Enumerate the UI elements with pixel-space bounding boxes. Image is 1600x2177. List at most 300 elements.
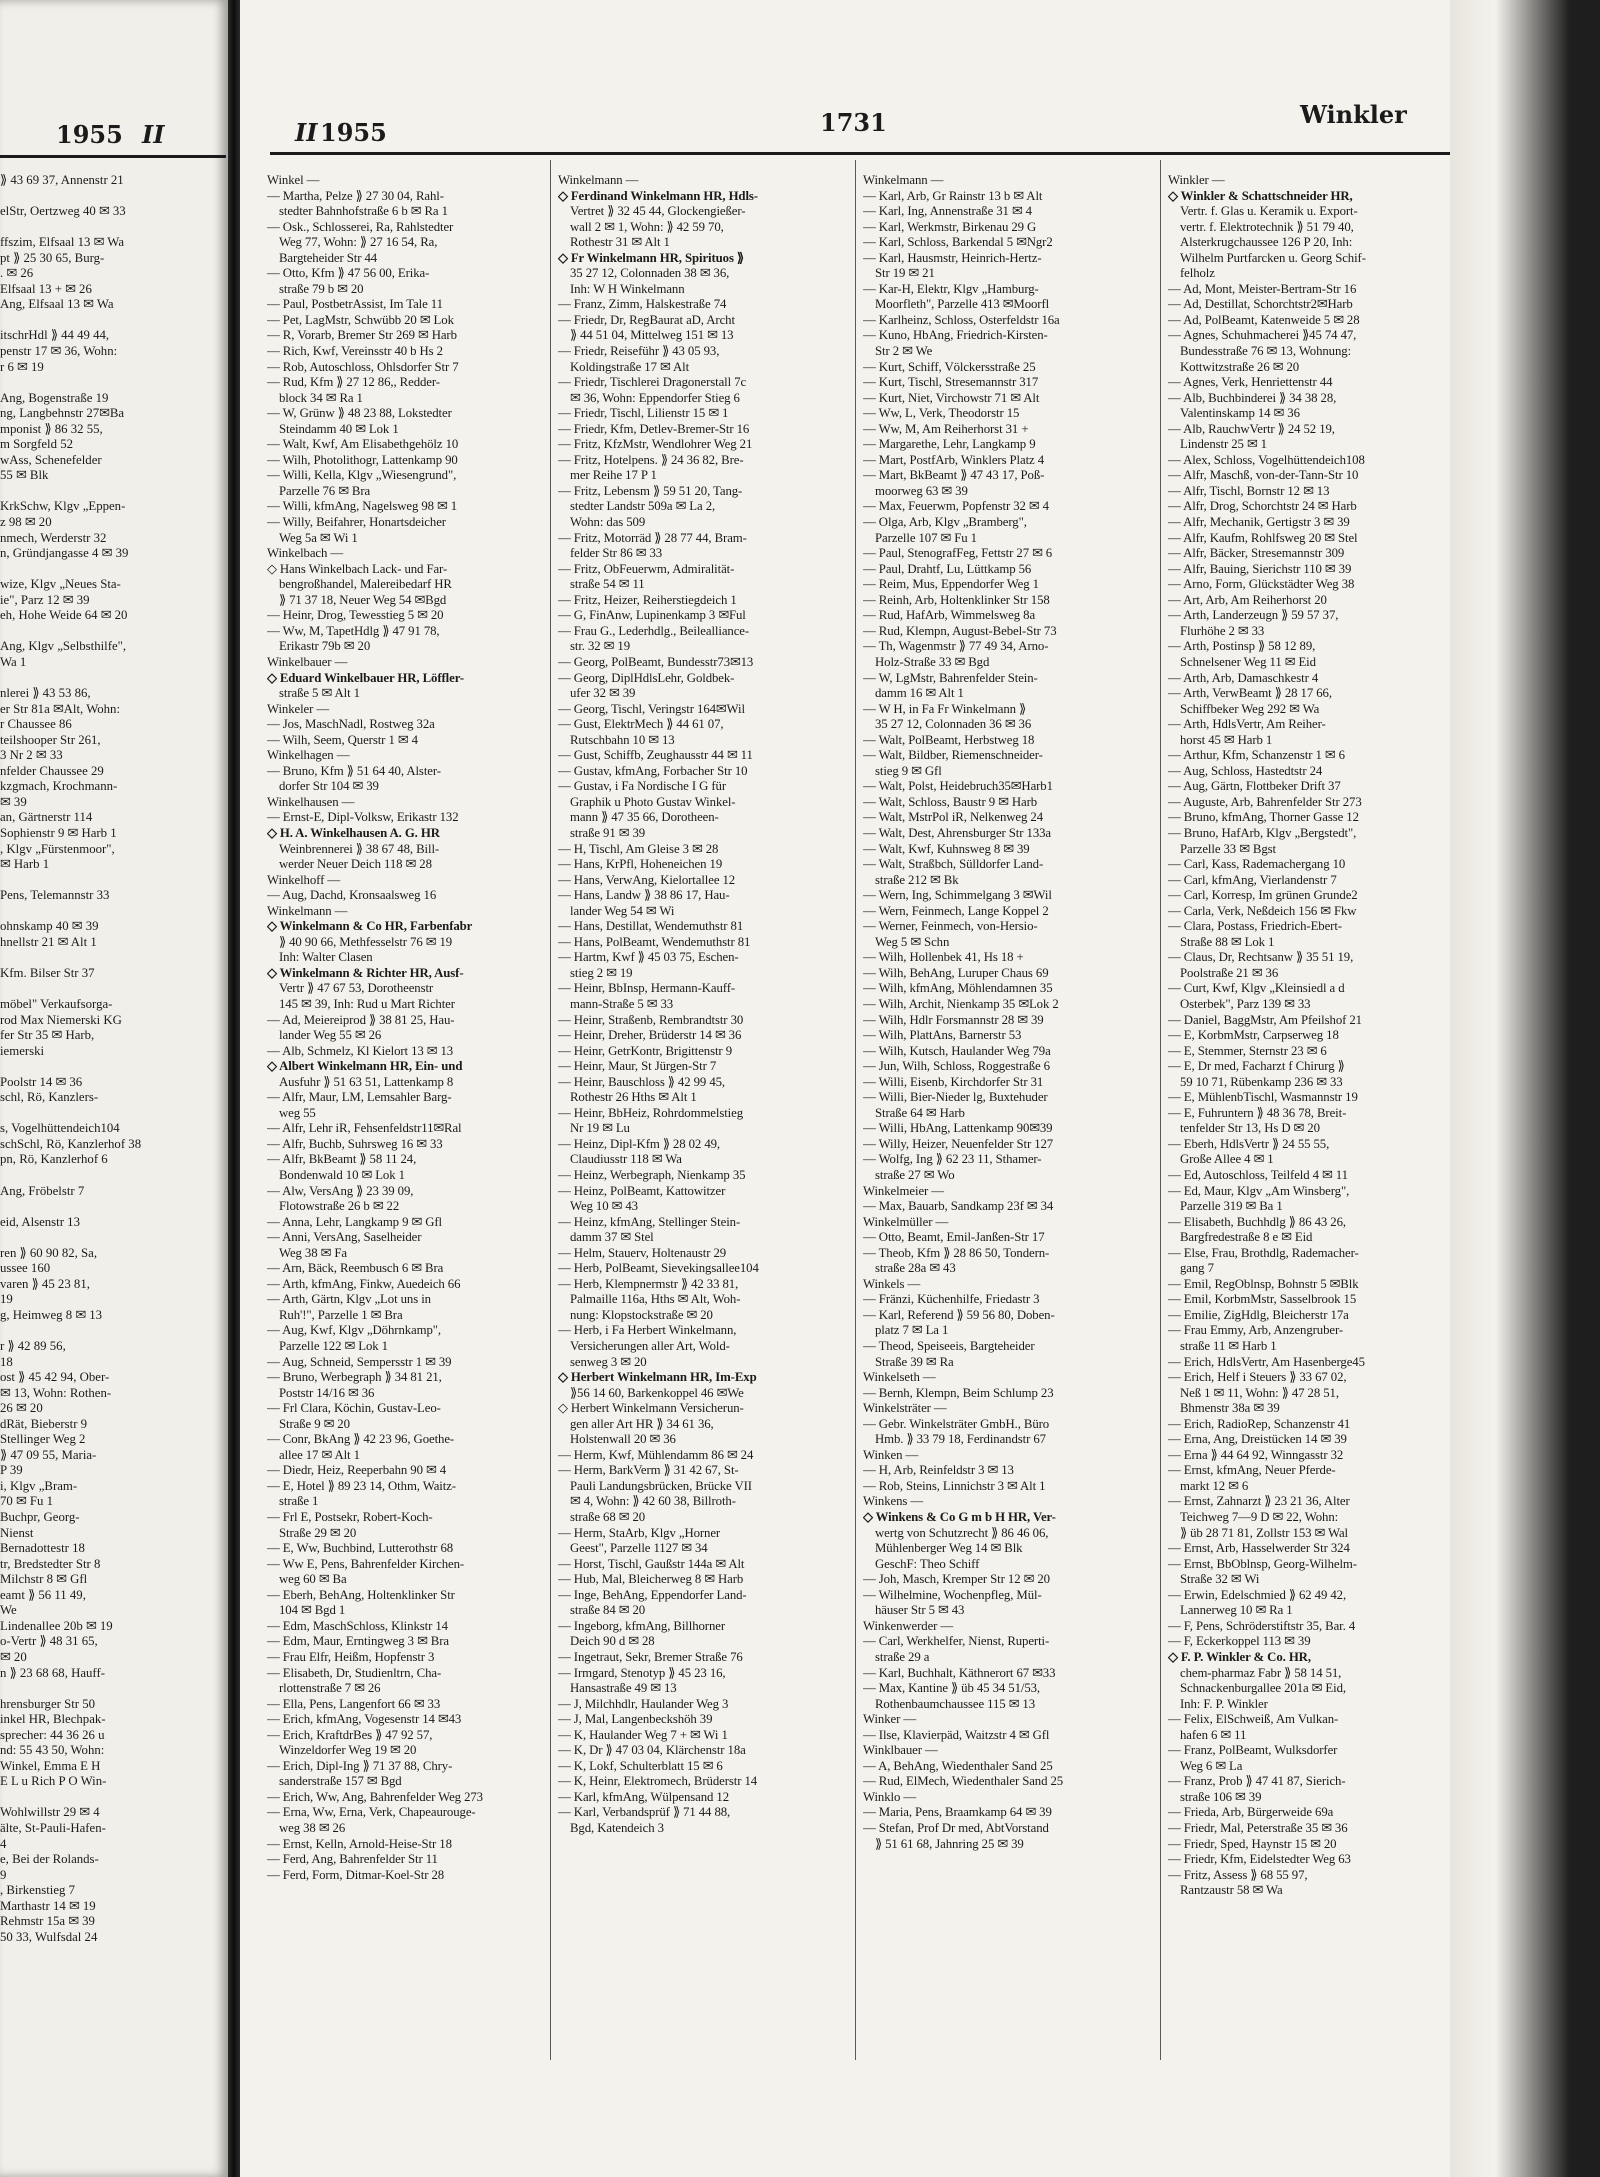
directory-entry-line: häuser Str 5 ✉ 43 [875,1603,965,1618]
directory-entry-line: — Wilh, Photolithogr, Lattenkamp 90 [267,452,458,467]
directory-entry-line: er Str 81a ✉Alt, Wohn: [0,701,120,716]
directory-entry-line: Marthastr 14 ✉ 19 [0,1898,96,1913]
directory-entry-line: — Franz, PolBeamt, Wulksdorfer [1168,1743,1338,1758]
directory-entry-line: — Erich, Helf i Steuers ⟫ 33 67 02, [1168,1370,1347,1385]
directory-entry-line: — Arth, VerwBeamt ⟫ 28 17 66, [1168,686,1332,701]
directory-entry-line: Graphik u Photo Gustav Winkel- [570,794,736,809]
directory-entry-line: pn, Rö, Kanzlerhof 6 [0,1152,108,1167]
directory-entry-line: o-Vertr ⟫ 48 31 65, [0,1634,98,1649]
directory-entry-line: 104 ✉ Bgd 1 [279,1603,346,1618]
directory-entry-line: — Friedr, Dr, RegBaurat aD, Archt [558,312,735,327]
directory-entry-line [0,220,226,236]
directory-entry-line: — Fritz, Heizer, Reiherstiegdeich 1 [558,592,737,607]
directory-entry-line: Geest", Parzelle 1127 ✉ 34 [570,1541,708,1556]
directory-entry-line: — Walt, MstrPol iR, Nelkenweg 24 [863,810,1044,825]
directory-entry-line: Sophienstr 9 ✉ Harb 1 [0,825,117,840]
directory-entry-line: eid, Alsenstr 13 [0,1214,80,1229]
directory-entry-line: block 34 ✉ Ra 1 [279,390,363,405]
header-part: II [295,118,318,147]
directory-entry-line: — E, Stemmer, Sternstr 23 ✉ 6 [1168,1043,1327,1058]
left-page [0,0,228,2177]
directory-entry-line: — Rob, Steins, Linnichstr 3 ✉ Alt 1 [863,1478,1046,1493]
directory-entry-line: — Karl, Arb, Gr Rainstr 13 b ✉ Alt [863,188,1043,203]
directory-entry-line: Weg 5a ✉ Wi 1 [279,530,358,545]
directory-entry-line: — Irmgard, Stenotyp ⟫ 45 23 16, [558,1665,726,1680]
directory-entry-line: — Martha, Pelze ⟫ 27 30 04, Rahl- [267,188,444,203]
directory-entry-line: weg 38 ✉ 26 [279,1820,346,1835]
directory-entry-line: ✉ 13, Wohn: Rothen- [0,1385,112,1400]
directory-entry-line: Weg 38 ✉ Fa [279,1245,347,1260]
directory-entry-line: 145 ✉ 39, Inh: Rud u Mart Richter [279,996,455,1011]
directory-entry-line: — Elisabeth, Buchhdlg ⟫ 86 43 26, [1168,1214,1346,1229]
directory-entry-line: — Willi, Kella, Klgv „Wiesengrund", [267,468,457,483]
directory-entry-line: — Heinz, PolBeamt, Kattowitzer [558,1183,726,1198]
directory-entry-line: straße 84 ✉ 20 [570,1603,646,1618]
directory-surname-heading: Winker — [863,1712,917,1727]
directory-entry-line: stedter Bahnhofstraße 6 b ✉ Ra 1 [279,204,448,219]
directory-entry-line: Ang, Bogenstraße 19 [0,390,109,405]
directory-entry-line [0,375,226,391]
directory-entry-line: straße 5 ✉ Alt 1 [279,686,360,701]
directory-entry-line: — Theob, Kfm ⟫ 28 86 50, Tondern- [863,1245,1050,1260]
directory-entry-line [0,950,226,966]
directory-entry-line: damm 16 ✉ Alt 1 [875,686,964,701]
directory-entry-line: — Karl, Werkmstr, Birkenau 29 G [863,219,1037,234]
left-page-column [0,173,226,2107]
directory-entry-line: — Erna, Ww, Erna, Verk, Chapeaurouge- [267,1805,476,1820]
directory-entry-line: — Agnes, Verk, Henriettenstr 44 [1168,375,1333,390]
directory-surname-heading: Winken — [863,1447,919,1462]
directory-surname-heading: Winkens — [863,1494,924,1509]
directory-entry-line: ◇ Winkelmann & Co HR, Farbenfabr [267,919,473,934]
directory-entry-line [0,484,226,500]
directory-entry-line [0,1059,226,1075]
directory-entry-line: Koldingstraße 17 ✉ Alt [570,359,690,374]
directory-entry-line: — Wilh, Hdlr Forsmannstr 28 ✉ 39 [863,1012,1044,1027]
directory-entry-line: — Friedr, Mal, Peterstraße 35 ✉ 36 [1168,1820,1348,1835]
directory-entry-line: straße 29 a [875,1649,930,1664]
directory-entry-line: Bundesstraße 76 ✉ 13, Wohnung: [1180,344,1352,359]
directory-entry-line: gang 7 [1180,1261,1214,1276]
directory-entry-line: — Friedr, Reiseführ ⟫ 43 05 93, [558,344,720,359]
directory-entry-line: straße 68 ✉ 20 [570,1510,646,1525]
directory-entry-line: — Kar-H, Elektr, Klgv „Hamburg- [863,281,1039,296]
directory-entry-line: Bondenwald 10 ✉ Lok 1 [279,1168,405,1182]
directory-entry-line: — Wilh, kfmAng, Möhlendamnen 35 [863,981,1053,996]
directory-entry-line: Mühlenberger Weg 14 ✉ Blk [875,1541,1023,1556]
directory-entry-line: — Heinr, GetrKontr, Brigittenstr 9 [558,1043,732,1058]
directory-entry-line: — Rud, Kfm ⟫ 27 12 86,, Redder- [267,375,440,390]
directory-entry-line: nd: 55 43 50, Wohn: [0,1743,105,1758]
directory-entry-line [0,981,226,997]
directory-entry-line: — Willy, Heizer, Neuenfelder Str 127 [863,1136,1054,1151]
directory-entry-line: — Frau G., Lederhdlg., Beilealliance- [558,623,750,638]
directory-entry-line: e, Bei der Rolands- [0,1852,99,1867]
directory-entry-line [0,1323,226,1339]
directory-entry-line: — Fritz, Motorräd ⟫ 28 77 44, Bram- [558,530,747,545]
directory-entry-line: — Conr, BkAng ⟫ 42 23 96, Goethe- [267,1432,455,1447]
directory-surname-heading: Winkelmann — [558,173,639,187]
directory-entry-line: — Else, Frau, Brothdlg, Rademacher- [1168,1245,1359,1260]
directory-entry-line: Str 2 ✉ We [875,344,933,359]
directory-entry-line: — Pet, LagMstr, Schwübb 20 ✉ Lok [267,312,454,327]
directory-entry-line: Inh: F. P. Winkler [1180,1696,1268,1711]
directory-entry-line: Weg 10 ✉ 43 [570,1199,638,1214]
directory-entry-line: — Fritz, Hotelpens. ⟫ 24 36 82, Bre- [558,452,744,467]
directory-column-4 [1168,173,1463,2107]
directory-entry-line: Vertr ⟫ 47 67 53, Dorotheenstr [279,981,434,996]
directory-entry-line: Flurhöhe 2 ✉ 33 [1180,623,1265,638]
directory-entry-line: — Herm, Kwf, Mühlendamm 86 ✉ 24 [558,1447,754,1462]
directory-entry-line: damm 37 ✉ Stel [570,1230,654,1245]
directory-entry-line: — Alfr, Bäcker, Stresemannstr 309 [1168,546,1345,561]
directory-entry-line: — Ad, Mont, Meister-Bertram-Str 16 [1168,281,1357,296]
directory-entry-line: Schnackenburgallee 201a ✉ Eid, [1180,1681,1346,1696]
directory-entry-line: — Friedr, Kfm, Eidelstedter Weg 63 [1168,1852,1351,1867]
column-divider [1160,160,1161,2060]
directory-entry-line: straße 91 ✉ 39 [570,825,646,840]
directory-entry-line: — Walt, Schloss, Baustr 9 ✉ Harb [863,794,1038,809]
directory-entry-line: — Gustav, kfmAng, Forbacher Str 10 [558,763,748,778]
directory-entry-line: — Bruno, Werbegraph ⟫ 34 81 21, [267,1370,442,1385]
directory-entry-line: iemerski [0,1043,45,1058]
directory-entry-line: — Ww E, Pens, Bahrenfelder Kirchen- [267,1556,465,1571]
directory-entry-line: — Joh, Masch, Kremper Str 12 ✉ 20 [863,1572,1050,1587]
directory-entry-line: — Friedr, Tischl, Lilienstr 15 ✉ 1 [558,406,729,421]
directory-entry-line: — Erich, KraftdrBes ⟫ 47 92 57, [267,1727,433,1742]
directory-entry-line: teilshooper Str 261, [0,732,101,747]
directory-entry-line: Kfm. Bilser Str 37 [0,965,95,980]
directory-entry-line: — Gust, ElektrMech ⟫ 44 61 07, [558,717,724,732]
directory-entry-line: — Alb, RauchwVertr ⟫ 24 52 19, [1168,421,1335,436]
directory-entry-line: stedter Landstr 509a ✉ La 2, [570,499,716,514]
directory-entry-line: — Mart, PostfArb, Winklers Platz 4 [863,452,1045,467]
directory-entry-line: — Aug, Schneid, Sempersstr 1 ✉ 39 [267,1354,452,1369]
directory-entry-line: ◇ Eduard Winkelbauer HR, Löffler- [267,670,464,685]
directory-entry-line: — K, Lokf, Schulterblatt 15 ✉ 6 [558,1758,723,1773]
directory-entry-line: — Wilh, Hollenbek 41, Hs 18 + [863,950,1024,965]
directory-entry-line: — Alfr, Drog, Schorchtstr 24 ✉ Harb [1168,499,1357,514]
directory-entry-line: tenfelder Str 13, Hs D ✉ 20 [1180,1121,1320,1136]
directory-entry-line: — E, Dr med, Facharzt f Chirurg ⟫ [1168,1059,1345,1074]
directory-entry-line: sanderstraße 157 ✉ Bgd [279,1774,402,1789]
directory-entry-line: ussee 160 [0,1261,51,1276]
directory-entry-line: — Heinr, Straßenb, Rembrandtstr 30 [558,1012,744,1027]
directory-entry-line: bengroßhandel, Malereibedarf HR [279,577,452,592]
left-header-rule [0,155,226,158]
left-page-part: II [142,120,165,149]
directory-surname-heading: Winkelbach — [267,546,344,561]
directory-entry-line: — Wilh, BehAng, Luruper Chaus 69 [863,965,1049,980]
directory-entry-line: mann-Straße 5 ✉ 33 [570,996,674,1011]
directory-entry-line: ◇ Hans Winkelbach Lack- und Far- [267,561,448,576]
page-edge [1450,0,1600,2177]
directory-entry-line: — Hans, KrPfl, Hoheneichen 19 [558,857,723,872]
directory-entry-line: — Fritz, Lebensm ⟫ 59 51 20, Tang- [558,483,743,498]
directory-entry-line: — Arn, Bäck, Reembusch 6 ✉ Bra [267,1261,444,1276]
directory-entry-line: — Edm, Maur, Erntingweg 3 ✉ Bra [267,1634,449,1649]
directory-entry-line: — Frl E, Postsekr, Robert-Koch- [267,1510,433,1525]
directory-entry-line: — Heinz, Dipl-Kfm ⟫ 28 02 49, [558,1136,721,1151]
directory-entry-line: ng, Langbehnstr 27✉Ba [0,406,125,421]
directory-entry-line: — Margarethe, Lehr, Langkamp 9 [863,437,1036,452]
directory-entry-line: — Ernst, kfmAng, Neuer Pferde- [1168,1463,1336,1478]
directory-entry-line: ✉ Harb 1 [0,857,50,872]
directory-entry-line: wall 2 ✉ 1, Wohn: ⟫ 42 59 70, [570,219,724,234]
directory-entry-line: — J, Mal, Langenbeckshöh 39 [558,1712,713,1727]
directory-entry-line: Weinbrennerei ⟫ 38 67 48, Bill- [279,841,440,856]
directory-entry-line [0,624,226,640]
directory-entry-line: — Frau Elfr, Heißm, Hopfenstr 3 [267,1649,435,1664]
directory-entry-line: n, Gründjangasse 4 ✉ 39 [0,546,129,561]
directory-entry-line: itschrHdl ⟫ 44 49 44, [0,328,110,343]
directory-entry-line: . ✉ 26 [0,266,34,281]
directory-entry-line: — Wilh, Kutsch, Haulander Weg 79a [863,1043,1051,1058]
directory-entry-line: Teichweg 7—9 D ✉ 22, Wohn: [1180,1510,1339,1525]
directory-entry-line: — Carl, kfmAng, Vierlandenstr 7 [1168,872,1337,887]
directory-entry-line: Rutschbahn 10 ✉ 13 [570,732,675,747]
directory-entry-line: Moorfleth", Parzelle 413 ✉Moorfl [875,297,1050,312]
directory-entry-line: inkel HR, Blechpak- [0,1712,106,1727]
directory-entry-line: Bargfredestraße 8 e ✉ Eid [1180,1230,1313,1245]
directory-entry-line: an, Gärtnerstr 114 [0,810,93,825]
directory-entry-line: Straße 9 ✉ 20 [279,1416,350,1431]
directory-entry-line: — Friedr, Tischlerei Dragonerstall 7c [558,375,747,390]
directory-surname-heading: Winkelhagen — [267,748,350,763]
directory-entry-line: — Rud, HafArb, Wimmelsweg 8a [863,608,1036,623]
directory-entry-line: Straße 88 ✉ Lok 1 [1180,934,1275,949]
directory-entry-line: — Willi, kfmAng, Nagelsweg 98 ✉ 1 [267,499,458,514]
directory-entry-line: — Max, Feuerwm, Popfenstr 32 ✉ 4 [863,499,1049,514]
directory-entry-line: — Georg, PolBeamt, Bundesstr73✉13 [558,654,754,669]
directory-entry-line: 9 [0,1867,7,1882]
directory-entry-line: Rothestr 31 ✉ Alt 1 [570,235,670,250]
directory-entry-line: straße 27 ✉ Wo [875,1168,955,1182]
directory-entry-line: — Frieda, Arb, Bürgerweide 69a [1168,1805,1334,1820]
directory-entry-line: — F, Pens, Schröderstiftstr 35, Bar. 4 [1168,1618,1356,1633]
directory-entry-line: ◇ Herbert Winkelmann HR, Im-Exp [558,1370,757,1385]
directory-entry-line: straße 28a ✉ 43 [875,1261,956,1276]
directory-entry-line: — Daniel, BaggMstr, Am Pfeilshof 21 [1168,1012,1362,1027]
directory-entry-line: — Gustav, i Fa Nordische I G für [558,779,726,794]
directory-entry-line: lander Weg 55 ✉ 26 [279,1028,382,1043]
directory-column-3 [863,173,1156,2107]
directory-entry-line: ffszim, Elfsaal 13 ✉ Wa [0,235,125,250]
directory-entry-line: weg 55 [279,1105,316,1120]
directory-entry-line: Nr 19 ✉ Lu [570,1121,630,1136]
directory-entry-line: 55 ✉ Blk [0,468,49,483]
directory-entry-line: wertg von Schutzrecht ⟫ 86 46 06, [875,1525,1049,1540]
directory-entry-line: Parzelle 33 ✉ Bgst [1180,841,1276,856]
directory-entry-line: — Aug, Schloss, Hastedtstr 24 [1168,763,1323,778]
directory-surname-heading: Winkelmüller — [863,1214,949,1229]
directory-surname-heading: Winkelsträter — [863,1401,947,1416]
directory-entry-line: ⟫ 43 69 37, Annenstr 21 [0,173,124,187]
directory-entry-line: Hansastraße 49 ✉ 13 [570,1681,677,1696]
directory-entry-line: — Heinr, Drog, Tewesstieg 5 ✉ 20 [267,608,444,623]
directory-entry-line: — Hans, VerwAng, Kielortallee 12 [558,872,736,887]
directory-entry-line: — Frau Emmy, Arb, Anzengruber- [1168,1323,1344,1338]
directory-entry-line: nmech, Werderstr 32 [0,530,107,545]
directory-entry-line: Straße 64 ✉ Harb [875,1105,965,1120]
directory-entry-line: — E, Hotel ⟫ 89 23 14, Othm, Waitz- [267,1478,456,1493]
directory-entry-line: — Karl, Verbandsprüf ⟫ 71 44 88, [558,1805,731,1820]
directory-entry-line: — H, Tischl, Am Gleise 3 ✉ 28 [558,841,719,856]
directory-entry-line: Weg 6 ✉ La [1180,1758,1243,1773]
directory-entry-line: ren ⟫ 60 90 82, Sa, [0,1245,98,1260]
directory-entry-line: lander Weg 54 ✉ Wi [570,903,675,918]
directory-entry-line: straße 54 ✉ 11 [570,577,645,592]
directory-entry-line: Lannerweg 10 ✉ Ra 1 [1180,1603,1293,1618]
directory-entry-line: Bhmenstr 38a ✉ 39 [1180,1401,1280,1416]
directory-entry-line: — Clara, Postass, Friedrich-Ebert- [1168,919,1342,934]
directory-entry-line: — Kurt, Niet, Virchowstr 71 ✉ Alt [863,390,1040,405]
directory-entry-line: — Max, Bauarb, Sandkamp 23f ✉ 34 [863,1199,1054,1214]
directory-entry-line: ⟫ 44 51 04, Mittelweg 151 ✉ 13 [570,328,734,343]
directory-entry-line: 4 [0,1836,7,1851]
directory-entry-line: — Erna, Ang, Dreistücken 14 ✉ 39 [1168,1432,1347,1447]
directory-entry-line: — Reim, Mus, Eppendorfer Weg 1 [863,577,1039,592]
directory-entry-line: stieg 2 ✉ 19 [570,965,633,980]
directory-entry-line: — Otto, Beamt, Emil-Janßen-Str 17 [863,1230,1045,1245]
directory-entry-line: — Reinh, Arb, Holtenklinker Str 158 [863,592,1050,607]
directory-entry-line: mann ⟫ 47 35 66, Dorotheen- [570,810,719,825]
directory-entry-line: 59 10 71, Rübenkamp 236 ✉ 33 [1180,1074,1343,1089]
directory-entry-line [0,189,226,205]
directory-entry-line: — Fritz, ObFeuerwm, Admiralität- [558,561,735,576]
directory-entry-line: — Wern, Ing, Schimmelgang 3 ✉Wil [863,888,1052,903]
directory-entry-line: — Heinr, Dreher, Brüderstr 14 ✉ 36 [558,1028,742,1043]
directory-entry-line: Hmb. ⟫ 33 79 18, Ferdinandstr 67 [875,1432,1046,1447]
directory-entry-line: — Alfr, Bauing, Sierichstr 110 ✉ 39 [1168,561,1352,576]
directory-entry-line: ◇ H. A. Winkelhausen A. G. HR [267,825,440,840]
directory-surname-heading: Winkelbauer — [267,654,348,669]
directory-entry-line: Vertret ⟫ 32 45 44, Glockengießer- [570,204,746,219]
directory-entry-line: mer Reihe 17 P 1 [570,468,657,483]
directory-entry-line: — Ernst-E, Dipl-Volksw, Erikastr 132 [267,810,459,825]
directory-entry-line: vertr. f. Elektrotechnik ⟫ 51 79 40, [1180,219,1354,234]
directory-entry-line: KrkSchw, Klgv „Eppen- [0,499,126,514]
directory-entry-line: — Rud, Klempn, August-Bebel-Str 73 [863,623,1057,638]
directory-entry-line: senweg 3 ✉ 20 [570,1354,647,1369]
directory-entry-line: ⟫ 71 37 18, Neuer Weg 54 ✉Bgd [279,592,447,607]
directory-entry-line: — Karl, Referend ⟫ 59 56 80, Doben- [863,1307,1055,1322]
directory-entry-line: — Walt, Dest, Ahrensburger Str 133a [863,825,1051,840]
directory-entry-line: penstr 17 ✉ 36, Wohn: [0,344,118,359]
directory-entry-line: — Paul, StenografFeg, Fettstr 27 ✉ 6 [863,546,1053,561]
directory-entry-line: — Olga, Arb, Klgv „Bramberg", [863,515,1027,530]
directory-entry-line: Wohlwillstr 29 ✉ 4 [0,1805,100,1820]
directory-entry-line: — Eberh, BehAng, Holtenklinker Str [267,1587,455,1602]
directory-entry-line: Winzeldorfer Weg 19 ✉ 20 [279,1743,417,1758]
directory-entry-line: moorweg 63 ✉ 39 [875,483,968,498]
directory-entry-line: — Agnes, Schuhmacherei ⟫45 74 47, [1168,328,1357,343]
directory-entry-line: — Arthur, Kfm, Schanzenstr 1 ✉ 6 [1168,748,1345,763]
directory-entry-line: ◇ Fr Winkelmann HR, Spirituos ⟫ [558,250,744,265]
directory-entry-line: — Hub, Mal, Bleicherweg 8 ✉ Harb [558,1572,744,1587]
directory-entry-line: straße 1 [279,1494,319,1509]
directory-entry-line: markt 12 ✉ 6 [1180,1478,1249,1493]
directory-surname-heading: Winkeler — [267,701,330,716]
directory-entry-line: Parzelle 319 ✉ Ba 1 [1180,1199,1283,1214]
directory-entry-line: — Aug, Dachd, Kronsaalsweg 16 [267,888,437,903]
directory-entry-line: Holz-Straße 33 ✉ Bgd [875,654,990,669]
directory-entry-line: — Stefan, Prof Dr med, AbtVorstand [863,1820,1049,1835]
directory-entry-line: — Maria, Pens, Braamkamp 64 ✉ 39 [863,1805,1052,1820]
directory-entry-line: — Kurt, Schiff, Völckersstraße 25 [863,359,1036,374]
directory-entry-line: — Wilh, Seem, Querstr 1 ✉ 4 [267,732,418,747]
directory-entry-line: — Arth, Postinsp ⟫ 58 12 89, [1168,639,1316,654]
directory-entry-line: weg 60 ✉ Ba [279,1572,347,1587]
surname-header: Winkler [1300,100,1407,129]
directory-entry-line: — Herb, Klempnermstr ⟫ 42 33 81, [558,1276,739,1291]
directory-entry-line: hnellstr 21 ✉ Alt 1 [0,934,97,949]
directory-entry-line: schl, Rö, Kanzlers- [0,1090,99,1105]
directory-entry-line: pt ⟫ 25 30 65, Burg- [0,250,105,265]
directory-entry-line: wize, Klgv „Neues Sta- [0,577,121,592]
directory-entry-line: Ruh'!", Parzelle 1 ✉ Bra [279,1307,403,1322]
directory-surname-heading: Winkelmann — [267,903,348,918]
directory-entry-line: , Birkenstieg 7 [0,1883,75,1898]
directory-entry-line: — Alw, VersAng ⟫ 23 39 09, [267,1183,414,1198]
page-number: 1731 [820,108,887,137]
directory-entry-line: — Ingeborg, kfmAng, Billhorner [558,1618,726,1633]
directory-entry-line: Valentinskamp 14 ✉ 36 [1180,406,1300,421]
directory-entry-line: — Edm, MaschSchloss, Klinkstr 14 [267,1618,448,1633]
directory-surname-heading: Winklbauer — [863,1743,938,1758]
directory-entry-line: — Walt, Bildber, Riemenschneider- [863,748,1043,763]
directory-entry-line: — Willi, Eisenb, Kirchdorfer Str 31 [863,1074,1044,1089]
directory-entry-line: Bgd, Katendeich 3 [570,1820,664,1835]
directory-entry-line: Elfsaal 13 + ✉ 26 [0,281,92,296]
directory-entry-line: elStr, Oertzweg 40 ✉ 33 [0,204,126,219]
directory-entry-line: — Arth, Gärtn, Klgv „Lot uns in [267,1292,431,1307]
directory-entry-line: Straße 29 ✉ 20 [279,1525,357,1540]
directory-surname-heading: Winkelmann — [863,173,944,187]
directory-entry-line: — Kuno, HbAng, Friedrich-Kirsten- [863,328,1048,343]
directory-entry-line: — Helm, Stauerv, Holtenaustr 29 [558,1245,727,1260]
directory-entry-line: Versicherungen aller Art, Wold- [570,1339,730,1354]
directory-entry-line: — Hans, Landw ⟫ 38 86 17, Hau- [558,888,730,903]
directory-entry-line: m Sorgfeld 52 [0,437,73,452]
directory-entry-line: — Erich, kfmAng, Vogesenstr 14 ✉43 [267,1712,462,1727]
directory-entry-line: Palmaille 116a, Hths ✉ Alt, Woh- [570,1292,741,1307]
left-page-year: 1955 [56,120,123,149]
directory-entry-line: — Bernh, Klempn, Beim Schlump 23 [863,1385,1054,1400]
directory-entry-line: Ausfuhr ⟫ 51 63 51, Lattenkamp 8 [279,1074,454,1089]
directory-entry-line: — Bruno, HafArb, Klgv „Bergstedt", [1168,825,1357,840]
directory-entry-line: nung: Klopstockstraße ✉ 20 [570,1307,713,1322]
directory-entry-line: Ang, Klgv „Selbsthilfe", [0,639,127,654]
directory-entry-line: — Ed, Autoschloss, Teilfeld 4 ✉ 11 [1168,1168,1348,1182]
directory-surname-heading: Winkelhoff — [267,872,341,887]
directory-entry-line: — R, Vorarb, Bremer Str 269 ✉ Harb [267,328,457,343]
directory-entry-line: — Ad, Destillat, Schorchtstr2✉Harb [1168,297,1353,312]
directory-entry-line: — Georg, Tischl, Veringstr 164✉Wil [558,701,745,716]
directory-entry-line: gen aller Art HR ⟫ 34 61 36, [570,1416,714,1431]
directory-entry-line: Inh: W H Winkelmann [570,281,685,296]
directory-entry-line: — Arth, kfmAng, Finkw, Auedeich 66 [267,1276,461,1291]
directory-entry-line: — Franz, Prob ⟫ 47 41 87, Sierich- [1168,1774,1346,1789]
directory-entry-line: ie", Parz 12 ✉ 39 [0,592,90,607]
directory-entry-line: — Osk., Schlosserei, Ra, Rahlstedter [267,219,454,234]
directory-entry-line: — Arth, Landerzeugn ⟫ 59 57 37, [1168,608,1339,623]
directory-entry-line: — Erwin, Edelschmied ⟫ 62 49 42, [1168,1587,1347,1602]
directory-entry-line: — Heinr, BbInsp, Hermann-Kauff- [558,981,736,996]
directory-entry-line: — Heinz, Werbegraph, Nienkamp 35 [558,1168,746,1182]
directory-entry-line: Nienst [0,1525,34,1540]
directory-entry-line: — Jos, MaschNadl, Rostweg 32a [267,717,435,732]
